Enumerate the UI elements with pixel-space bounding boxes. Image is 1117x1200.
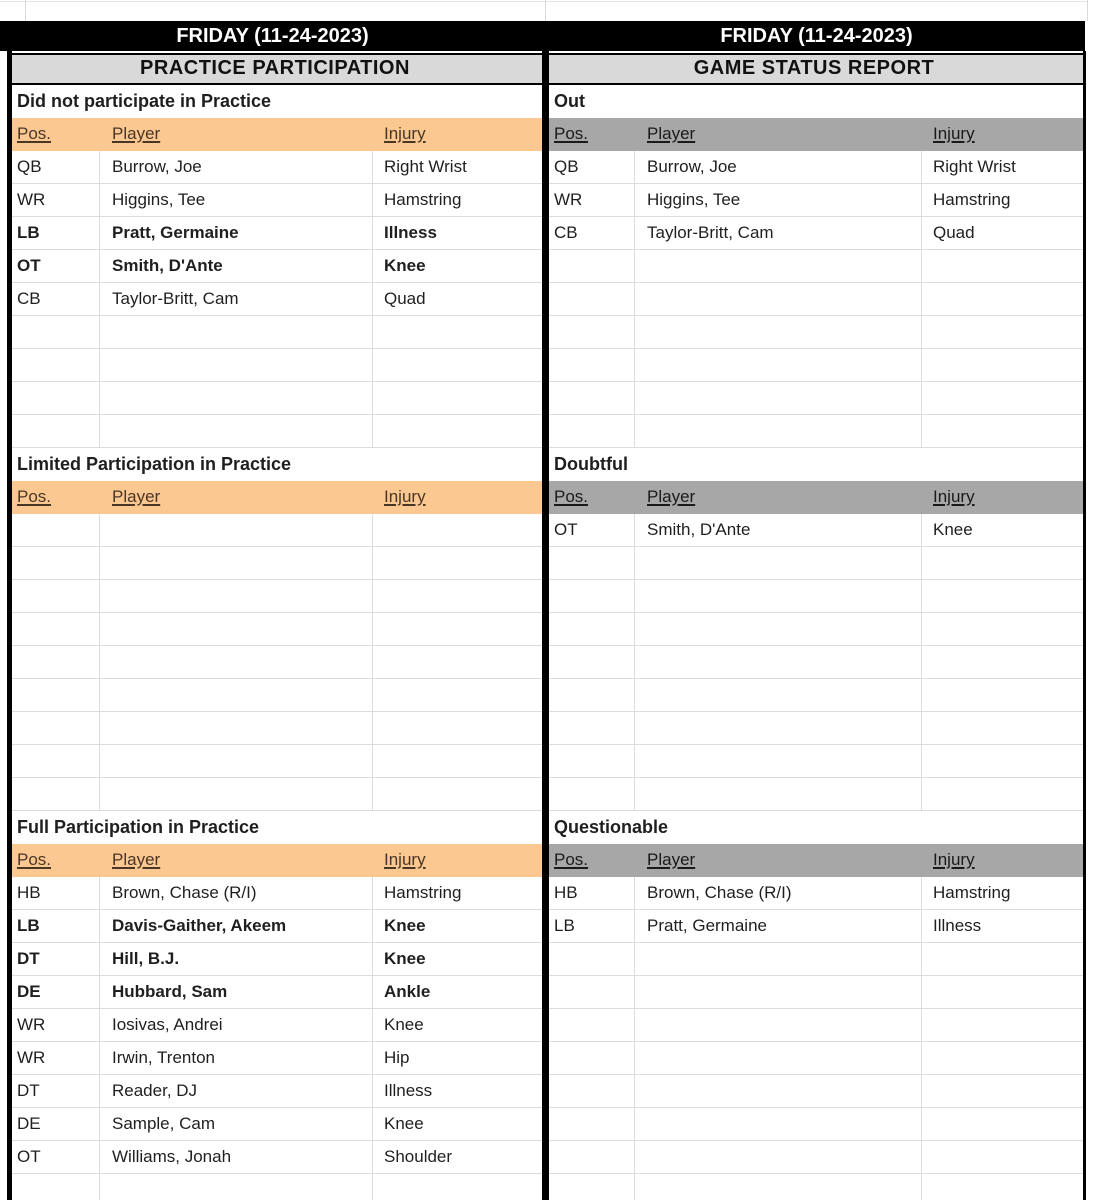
- injury-cell: Knee: [933, 520, 973, 539]
- injury-cell: Knee: [384, 949, 426, 968]
- empty-cell: [922, 943, 1083, 975]
- injury-cell: Hamstring: [933, 883, 1011, 902]
- injury-cell: Knee: [384, 1015, 424, 1034]
- empty-cell: [635, 382, 922, 414]
- player-cell: Higgins, Tee: [100, 184, 373, 216]
- empty-row: [549, 250, 1083, 283]
- player-row: [549, 217, 1083, 250]
- empty-row: [12, 745, 542, 778]
- empty-row: [12, 778, 542, 811]
- empty-cell: [373, 646, 542, 678]
- empty-row: [549, 1174, 1083, 1200]
- player-row: [12, 943, 542, 976]
- empty-cell: [549, 1108, 635, 1140]
- player-row: [12, 877, 542, 910]
- empty-cell: [100, 679, 373, 711]
- section-title: Out: [549, 85, 1083, 118]
- empty-cell: [549, 580, 635, 612]
- player-cell: Williams, Jonah: [100, 1141, 373, 1173]
- empty-row: [549, 1075, 1083, 1108]
- empty-cell: [549, 613, 635, 645]
- empty-cell: [635, 580, 922, 612]
- empty-cell: [549, 778, 635, 810]
- injury-cell: Right Wrist: [384, 157, 467, 176]
- empty-cell: [635, 646, 922, 678]
- column-header: Injury: [933, 487, 975, 506]
- empty-cell: [12, 679, 100, 711]
- empty-cell: [12, 547, 100, 579]
- empty-cell: [100, 514, 373, 546]
- player-cell: Taylor-Britt, Cam: [635, 217, 922, 249]
- empty-cell: [922, 415, 1083, 447]
- empty-cell: [635, 1075, 922, 1107]
- empty-cell: [922, 349, 1083, 381]
- empty-cell: [635, 250, 922, 282]
- player-cell: Higgins, Tee: [635, 184, 922, 216]
- empty-row: [549, 1108, 1083, 1141]
- empty-cell: [635, 547, 922, 579]
- empty-cell: [549, 415, 635, 447]
- empty-row: [12, 613, 542, 646]
- empty-row: [549, 679, 1083, 712]
- injury-cell: Quad: [933, 223, 975, 242]
- empty-cell: [922, 382, 1083, 414]
- injury-cell: Hamstring: [384, 883, 462, 902]
- pos-cell: OT: [549, 514, 635, 546]
- injury-cell: Hamstring: [933, 190, 1011, 209]
- empty-cell: [922, 1042, 1083, 1074]
- empty-cell: [100, 646, 373, 678]
- pos-cell: QB: [12, 151, 100, 183]
- empty-cell: [635, 316, 922, 348]
- empty-row: [549, 613, 1083, 646]
- player-cell: Brown, Chase (R/I): [635, 877, 922, 909]
- empty-cell: [922, 580, 1083, 612]
- empty-cell: [549, 382, 635, 414]
- column-header: Injury: [933, 124, 975, 143]
- section-title: Did not participate in Practice: [12, 85, 542, 118]
- pos-cell: WR: [12, 184, 100, 216]
- column-header: Injury: [933, 850, 975, 869]
- injury-cell: Illness: [384, 223, 437, 242]
- gridline: [0, 1, 1087, 2]
- empty-cell: [12, 415, 100, 447]
- injury-cell: Quad: [384, 289, 426, 308]
- empty-cell: [100, 415, 373, 447]
- empty-cell: [549, 712, 635, 744]
- pos-cell: HB: [12, 877, 100, 909]
- column-header: Pos.: [554, 850, 589, 869]
- injury-cell: Illness: [933, 916, 982, 935]
- empty-cell: [100, 712, 373, 744]
- player-row: [12, 1009, 542, 1042]
- empty-cell: [100, 745, 373, 777]
- gridline: [25, 0, 26, 21]
- empty-cell: [922, 1075, 1083, 1107]
- empty-cell: [922, 712, 1083, 744]
- player-row: [549, 184, 1083, 217]
- player-cell: Sample, Cam: [100, 1108, 373, 1140]
- empty-row: [549, 580, 1083, 613]
- gridline: [545, 0, 546, 21]
- empty-cell: [635, 1009, 922, 1041]
- player-cell: Davis-Gaither, Akeem: [100, 910, 373, 942]
- empty-row: [549, 547, 1083, 580]
- injury-cell: Shoulder: [384, 1147, 453, 1166]
- section-title: Questionable: [549, 811, 1083, 844]
- column-header-row: [549, 118, 1083, 151]
- player-row: [12, 250, 542, 283]
- injury-cell: Ankle: [384, 982, 431, 1001]
- empty-cell: [635, 415, 922, 447]
- injury-cell: Right Wrist: [933, 157, 1016, 176]
- player-row: [12, 1141, 542, 1174]
- empty-cell: [922, 283, 1083, 315]
- empty-cell: [373, 778, 542, 810]
- player-row: [12, 1108, 542, 1141]
- empty-cell: [373, 547, 542, 579]
- section-title: Doubtful: [549, 448, 1083, 481]
- empty-row: [549, 1042, 1083, 1075]
- injury-cell: Hip: [384, 1048, 410, 1067]
- pos-cell: CB: [12, 283, 100, 315]
- column-header: Injury: [384, 124, 426, 143]
- empty-cell: [12, 514, 100, 546]
- player-row: [549, 877, 1083, 910]
- empty-cell: [922, 679, 1083, 711]
- player-row: [12, 910, 542, 943]
- pos-cell: QB: [549, 151, 635, 183]
- empty-cell: [373, 1174, 542, 1200]
- empty-cell: [549, 1009, 635, 1041]
- empty-cell: [549, 745, 635, 777]
- pos-cell: WR: [12, 1009, 100, 1041]
- empty-cell: [12, 1174, 100, 1200]
- empty-cell: [549, 547, 635, 579]
- player-row: [549, 514, 1083, 547]
- injury-cell: Knee: [384, 916, 426, 935]
- empty-cell: [922, 778, 1083, 810]
- empty-cell: [635, 613, 922, 645]
- column-header: Pos.: [554, 124, 589, 143]
- empty-cell: [549, 1174, 635, 1200]
- practice-participation-table: [12, 85, 542, 1200]
- empty-row: [12, 349, 542, 382]
- table-right-border: [1083, 51, 1086, 1200]
- empty-row: [549, 646, 1083, 679]
- injury-cell: Knee: [384, 1114, 424, 1133]
- table-left-border: [7, 51, 12, 1200]
- empty-cell: [373, 679, 542, 711]
- section-title: Limited Participation in Practice: [12, 448, 542, 481]
- player-row: [12, 283, 542, 316]
- pos-cell: LB: [12, 910, 100, 942]
- empty-row: [549, 349, 1083, 382]
- player-row: [12, 1042, 542, 1075]
- empty-cell: [635, 1141, 922, 1173]
- column-header: Pos.: [554, 487, 589, 506]
- empty-cell: [100, 547, 373, 579]
- empty-row: [12, 1174, 542, 1200]
- empty-cell: [373, 712, 542, 744]
- empty-cell: [12, 580, 100, 612]
- empty-cell: [373, 382, 542, 414]
- empty-row: [549, 316, 1083, 349]
- empty-cell: [922, 547, 1083, 579]
- pos-cell: LB: [12, 217, 100, 249]
- player-row: [549, 910, 1083, 943]
- injury-cell: Knee: [384, 256, 426, 275]
- column-header: Player: [112, 124, 161, 143]
- empty-cell: [373, 580, 542, 612]
- column-header-row: [12, 118, 542, 151]
- empty-cell: [635, 349, 922, 381]
- empty-row: [12, 679, 542, 712]
- column-header-row: [12, 844, 542, 877]
- empty-cell: [922, 316, 1083, 348]
- pos-cell: HB: [549, 877, 635, 909]
- empty-cell: [373, 415, 542, 447]
- column-header: Pos.: [17, 487, 52, 506]
- empty-cell: [12, 349, 100, 381]
- player-row: [12, 976, 542, 1009]
- gridline: [1087, 0, 1088, 21]
- empty-cell: [635, 976, 922, 1008]
- pos-cell: WR: [12, 1042, 100, 1074]
- empty-cell: [373, 349, 542, 381]
- empty-cell: [100, 382, 373, 414]
- empty-cell: [635, 943, 922, 975]
- empty-cell: [373, 745, 542, 777]
- section-title: Full Participation in Practice: [12, 811, 542, 844]
- date-banner-left: FRIDAY (11-24-2023): [176, 25, 369, 47]
- empty-cell: [922, 613, 1083, 645]
- empty-cell: [12, 316, 100, 348]
- column-header: Pos.: [17, 850, 52, 869]
- column-header-row: [12, 481, 542, 514]
- player-row: [12, 184, 542, 217]
- empty-cell: [549, 250, 635, 282]
- player-cell: Burrow, Joe: [100, 151, 373, 183]
- empty-row: [12, 580, 542, 613]
- empty-cell: [549, 1042, 635, 1074]
- empty-cell: [12, 382, 100, 414]
- player-cell: Pratt, Germaine: [635, 910, 922, 942]
- empty-row: [12, 646, 542, 679]
- player-row: [12, 1075, 542, 1108]
- empty-cell: [635, 1174, 922, 1200]
- pos-cell: OT: [12, 250, 100, 282]
- pos-cell: DT: [12, 1075, 100, 1107]
- empty-row: [549, 976, 1083, 1009]
- empty-row: [549, 778, 1083, 811]
- empty-row: [12, 415, 542, 448]
- empty-cell: [922, 646, 1083, 678]
- empty-row: [12, 382, 542, 415]
- player-cell: Smith, D'Ante: [100, 250, 373, 282]
- empty-row: [549, 382, 1083, 415]
- player-cell: Pratt, Germaine: [100, 217, 373, 249]
- empty-cell: [922, 250, 1083, 282]
- player-cell: Taylor-Britt, Cam: [100, 283, 373, 315]
- column-header-row: [549, 844, 1083, 877]
- empty-cell: [922, 976, 1083, 1008]
- empty-cell: [922, 1009, 1083, 1041]
- empty-cell: [922, 1141, 1083, 1173]
- pos-cell: DE: [12, 1108, 100, 1140]
- column-header: Injury: [384, 487, 426, 506]
- empty-row: [549, 1141, 1083, 1174]
- player-cell: Brown, Chase (R/I): [100, 877, 373, 909]
- player-cell: Hill, B.J.: [100, 943, 373, 975]
- player-cell: Hubbard, Sam: [100, 976, 373, 1008]
- game-status-report-header: GAME STATUS REPORT: [543, 53, 1085, 85]
- pos-cell: LB: [549, 910, 635, 942]
- column-header: Pos.: [17, 124, 52, 143]
- empty-cell: [549, 943, 635, 975]
- empty-row: [549, 943, 1083, 976]
- empty-cell: [635, 712, 922, 744]
- empty-cell: [549, 1075, 635, 1107]
- empty-cell: [373, 613, 542, 645]
- empty-cell: [373, 514, 542, 546]
- empty-cell: [549, 349, 635, 381]
- empty-cell: [12, 613, 100, 645]
- pos-cell: OT: [12, 1141, 100, 1173]
- player-cell: Smith, D'Ante: [635, 514, 922, 546]
- empty-row: [12, 316, 542, 349]
- empty-cell: [100, 349, 373, 381]
- player-row: [549, 151, 1083, 184]
- player-row: [12, 151, 542, 184]
- empty-cell: [635, 778, 922, 810]
- empty-cell: [635, 745, 922, 777]
- empty-cell: [922, 1174, 1083, 1200]
- empty-row: [12, 547, 542, 580]
- player-cell: Reader, DJ: [100, 1075, 373, 1107]
- player-cell: Irwin, Trenton: [100, 1042, 373, 1074]
- empty-cell: [12, 745, 100, 777]
- empty-cell: [922, 1108, 1083, 1140]
- column-header: Player: [647, 487, 696, 506]
- empty-cell: [922, 745, 1083, 777]
- empty-cell: [635, 1042, 922, 1074]
- pos-cell: DT: [12, 943, 100, 975]
- column-header: Player: [647, 124, 696, 143]
- empty-cell: [12, 778, 100, 810]
- date-banner-right: FRIDAY (11-24-2023): [720, 25, 913, 47]
- empty-cell: [100, 778, 373, 810]
- column-header-row: [549, 481, 1083, 514]
- empty-cell: [549, 283, 635, 315]
- game-status-report-table: [549, 85, 1083, 1200]
- empty-cell: [549, 679, 635, 711]
- empty-cell: [635, 1108, 922, 1140]
- column-header: Player: [112, 850, 161, 869]
- pos-cell: CB: [549, 217, 635, 249]
- empty-cell: [12, 712, 100, 744]
- column-header: Player: [112, 487, 161, 506]
- empty-cell: [100, 316, 373, 348]
- empty-row: [549, 283, 1083, 316]
- empty-cell: [12, 646, 100, 678]
- column-header: Injury: [384, 850, 426, 869]
- column-header: Player: [647, 850, 696, 869]
- empty-row: [549, 415, 1083, 448]
- pos-cell: WR: [549, 184, 635, 216]
- empty-row: [549, 712, 1083, 745]
- empty-cell: [100, 613, 373, 645]
- empty-cell: [549, 646, 635, 678]
- empty-row: [549, 745, 1083, 778]
- empty-cell: [373, 316, 542, 348]
- injury-cell: Hamstring: [384, 190, 462, 209]
- empty-cell: [100, 580, 373, 612]
- empty-cell: [100, 1174, 373, 1200]
- player-cell: Iosivas, Andrei: [100, 1009, 373, 1041]
- empty-cell: [549, 1141, 635, 1173]
- empty-cell: [635, 679, 922, 711]
- empty-row: [549, 1009, 1083, 1042]
- player-cell: Burrow, Joe: [635, 151, 922, 183]
- practice-participation-header: PRACTICE PARTICIPATION: [7, 53, 543, 85]
- injury-cell: Illness: [384, 1081, 433, 1100]
- table-divider: [542, 51, 549, 1200]
- empty-row: [12, 514, 542, 547]
- pos-cell: DE: [12, 976, 100, 1008]
- empty-row: [12, 712, 542, 745]
- empty-cell: [549, 316, 635, 348]
- empty-cell: [549, 976, 635, 1008]
- player-row: [12, 217, 542, 250]
- empty-cell: [635, 283, 922, 315]
